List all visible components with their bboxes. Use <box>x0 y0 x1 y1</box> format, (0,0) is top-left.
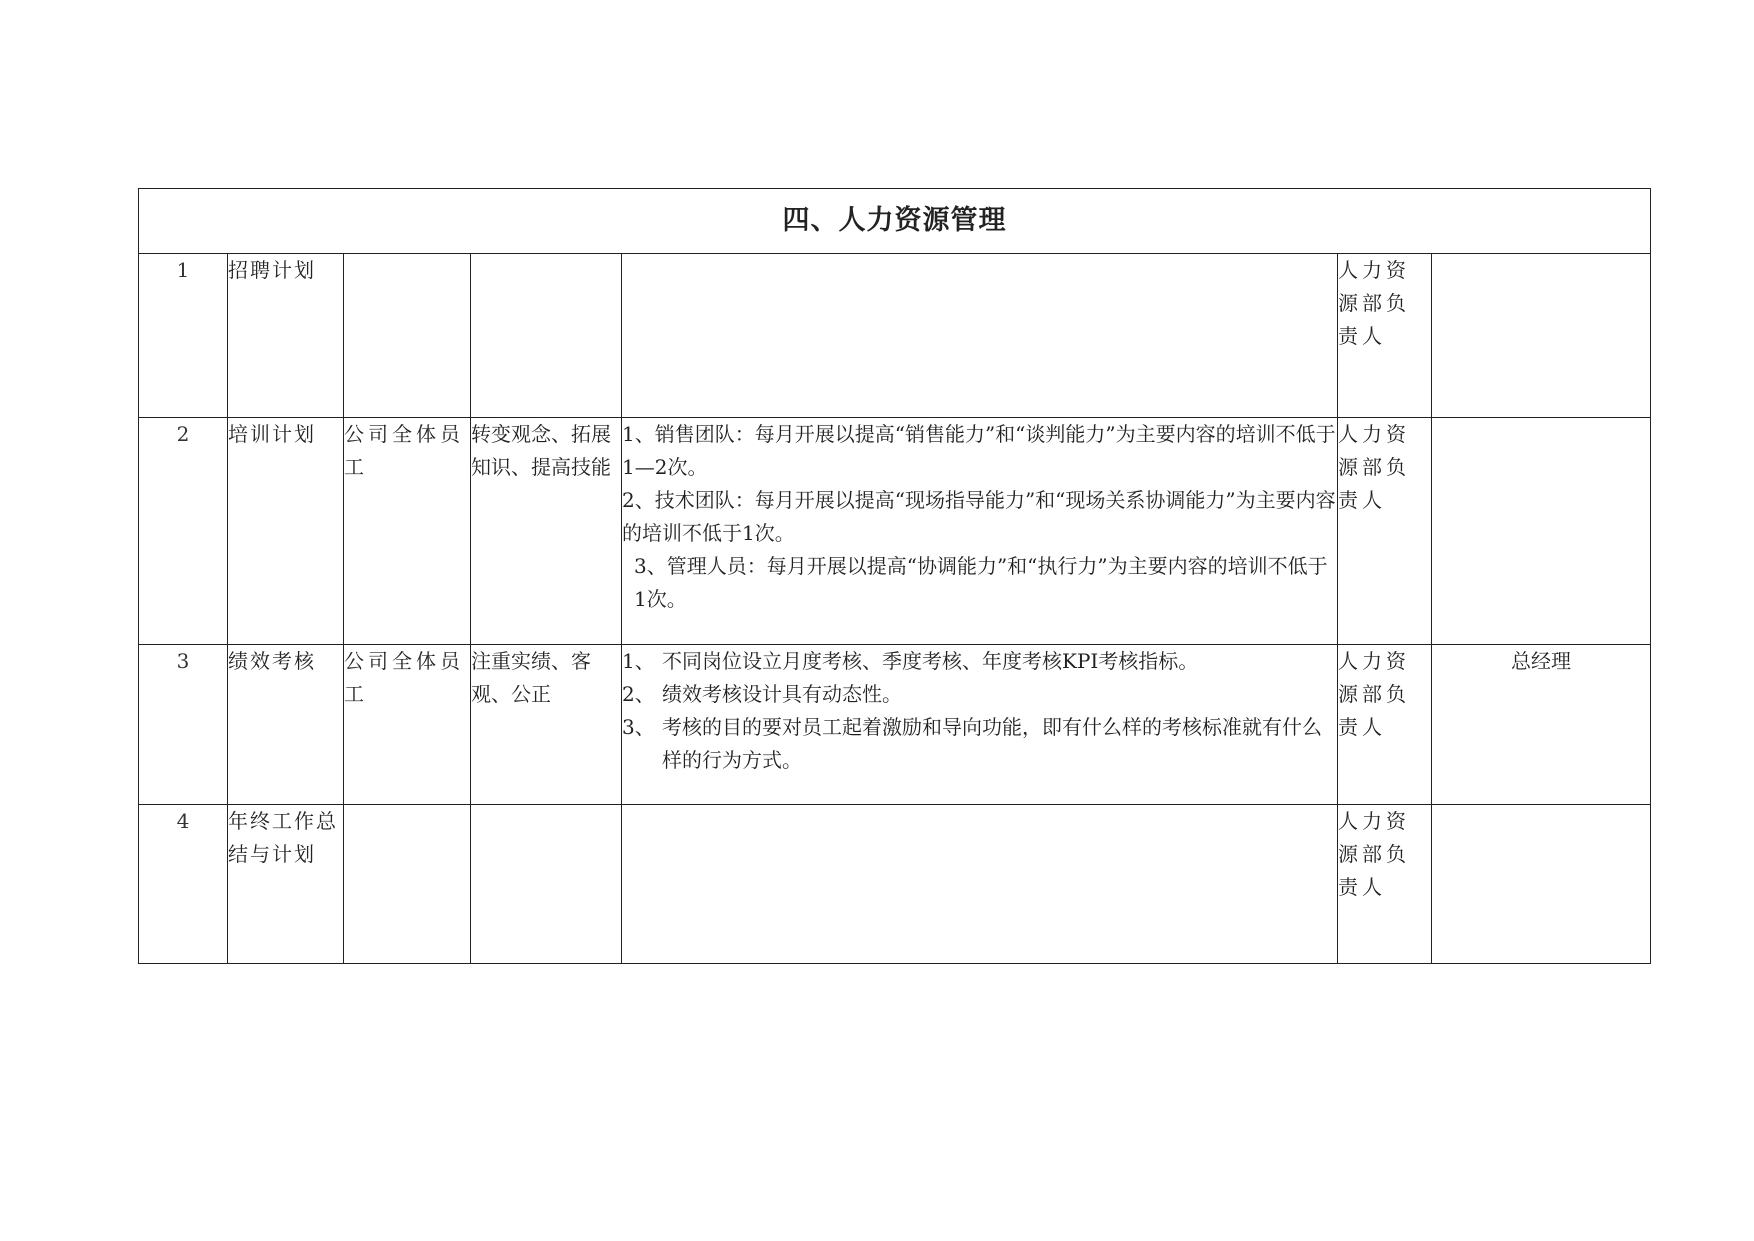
item-cell <box>228 805 344 964</box>
item-name: 培训计划 <box>228 422 316 446</box>
hr-management-table <box>138 188 1651 964</box>
list-item-text: 不同岗位设立月度考核、季度考核、年度考核KPI考核指标。 <box>662 649 1199 673</box>
target-cell <box>344 254 471 418</box>
measure-line: 1、销售团队：每月开展以提高“销售能力”和“谈判能力”为主要内容的培训不低于1—2次。 <box>622 422 1336 479</box>
table-row <box>139 418 1651 645</box>
list-item-text: 考核的目的要对员工起着激励和导向功能，即有什么样的考核标准就有什么样的行为方式。 <box>662 715 1322 772</box>
measures-cell <box>622 254 1338 418</box>
approver-cell <box>1432 254 1651 418</box>
owner-cell: 人力资源部负责人 <box>1338 645 1432 805</box>
goal-cell <box>471 254 622 418</box>
owner-cell: 人力资源部负责人 <box>1338 254 1432 418</box>
row-number: 1 <box>139 254 228 418</box>
list-item <box>622 711 1337 777</box>
list-item-text: 绩效考核设计具有动态性。 <box>662 682 902 706</box>
list-item-number: 2、 <box>622 682 655 706</box>
approver-cell <box>1432 805 1651 964</box>
measure-line: 3、管理人员：每月开展以提高“协调能力”和“执行力”为主要内容的培训不低于1次。 <box>634 554 1328 611</box>
measures-list <box>622 645 1337 777</box>
owner-cell: 人力资源部负责人 <box>1338 418 1432 645</box>
section-title: 四、人力资源管理 <box>782 204 1007 236</box>
item-name: 绩效考核 <box>228 649 316 673</box>
item-cell <box>228 418 344 645</box>
list-item <box>622 645 1337 678</box>
table-row <box>139 254 1651 418</box>
goal-cell <box>471 805 622 964</box>
row-number: 3 <box>139 645 228 805</box>
table-row <box>139 805 1651 964</box>
owner-cell: 人力资源部负责人 <box>1338 805 1432 964</box>
row-number: 2 <box>139 418 228 645</box>
measure-line: 2、技术团队：每月开展以提高“现场指导能力”和“现场关系协调能力”为主要内容的培训不低于1次。 <box>622 488 1336 545</box>
measures-cell <box>622 645 1338 805</box>
target-cell: 公司全体员工 <box>344 418 471 645</box>
item-cell <box>228 645 344 805</box>
list-item-number: 1、 <box>622 649 655 673</box>
goal-cell: 注重实绩、客观、公正 <box>471 645 622 805</box>
target-cell: 公司全体员工 <box>344 645 471 805</box>
row-number: 4 <box>139 805 228 964</box>
measures-cell <box>622 418 1338 645</box>
section-title-cell <box>139 189 1651 254</box>
approver-cell <box>1432 418 1651 645</box>
list-item <box>622 678 1337 711</box>
table-row <box>139 645 1651 805</box>
measures-cell <box>622 805 1338 964</box>
target-cell <box>344 805 471 964</box>
list-item-number: 3、 <box>622 715 655 739</box>
goal-cell: 转变观念、拓展知识、提高技能 <box>471 418 622 645</box>
item-cell <box>228 254 344 418</box>
approver-cell: 总经理 <box>1432 645 1651 805</box>
title-row <box>139 189 1651 254</box>
item-name: 招聘计划 <box>228 258 316 282</box>
item-name: 年终工作总结与计划 <box>228 809 338 866</box>
